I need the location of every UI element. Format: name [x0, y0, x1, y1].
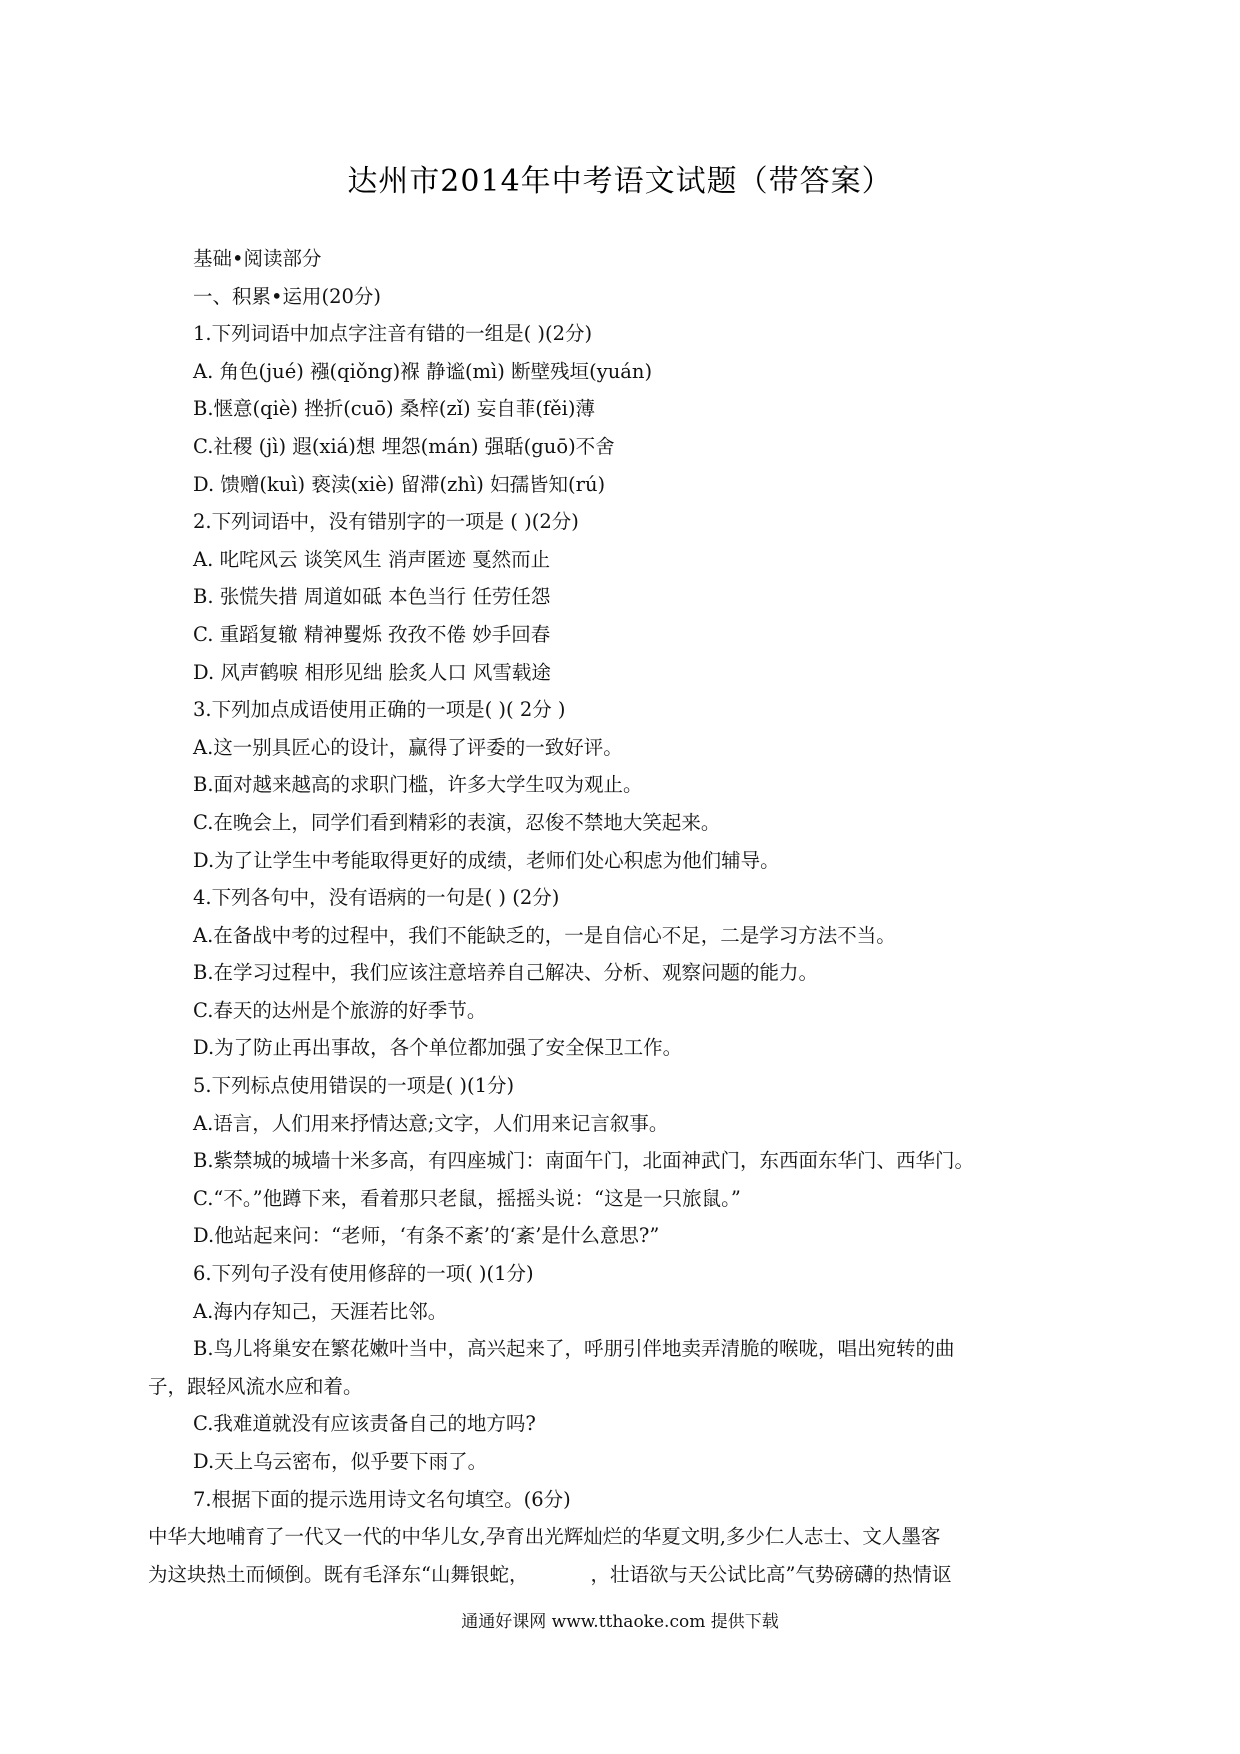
question-5: 5.下列标点使用错误的一项是( )(1分) [193, 1074, 515, 1098]
question-2-option-b: B. 张慌失措 周道如砥 本色当行 任劳任怨 [193, 585, 551, 609]
page-title: 达州市2014年中考语文试题（带答案） [347, 164, 893, 199]
question-3-option-c: C.在晚会上，同学们看到精彩的表演，忍俊不禁地大笑起来。 [193, 810, 721, 834]
question-1-option-c: C.社稷 (jì) 遐(xiá)想 埋怨(mán) 强聒(guō)不舍 [193, 434, 615, 458]
section-heading: 基础•阅读部分 [193, 247, 322, 270]
question-4-option-b: B.在学习过程中，我们应该注意培养自己解决、分析、观察问题的能力。 [193, 961, 819, 985]
document-body [148, 240, 1068, 1593]
question-1-option-b: B.惬意(qiè) 挫折(cuō) 桑梓(zǐ) 妄自菲(fěi)薄 [193, 397, 595, 421]
question-4-option-d: D.为了防止再出事故，各个单位都加强了安全保卫工作。 [193, 1036, 683, 1060]
question-1: 1.下列词语中加点字注音有错的一组是( )(2分) [193, 322, 593, 346]
question-2: 2.下列词语中，没有错别字的一项是 ( )(2分) [193, 510, 579, 534]
question-5-option-b: B.紫禁城的城墙十米多高，有四座城门：南面午门，北面神武门，东西面东华门、西华门。 [193, 1149, 975, 1173]
question-3-option-a: A.这一别具匠心的设计，赢得了评委的一致好评。 [193, 735, 623, 759]
question-7-passage-line-2: 为这块热土而倾倒。既有毛泽东“山舞银蛇， ，壮语欲与天公试比高”气势磅礴的热情讴 [148, 1562, 952, 1586]
question-5-option-c: C.“不。”他蹲下来，看着那只老鼠，摇摇头说：“这是一只旅鼠。” [193, 1186, 741, 1210]
question-7: 7.根据下面的提示选用诗文名句填空。(6分) [193, 1487, 571, 1511]
question-6-option-b: B.鸟儿将巢安在繁花嫩叶当中，高兴起来了，呼朋引伴地卖弄清脆的喉咙，唱出宛转的曲 [193, 1337, 955, 1361]
question-2-option-c: C. 重蹈复辙 精神矍烁 孜孜不倦 妙手回春 [193, 622, 551, 646]
question-6-option-d: D.天上乌云密布，似乎要下雨了。 [193, 1450, 488, 1473]
question-5-option-d: D.他站起来问：“老师，‘有条不紊’的‘紊’是什么意思?” [193, 1224, 660, 1248]
question-4-option-c: C.春天的达州是个旅游的好季节。 [193, 998, 487, 1022]
question-6-option-c: C.我难道就没有应该责备自己的地方吗? [193, 1412, 536, 1436]
question-1-option-d: D. 馈赠(kuì) 亵渎(xiè) 留滞(zhì) 妇孺皆知(rú) [193, 472, 606, 496]
question-1-option-a: A. 角色(jué) 襁(qiǒng)褓 静谧(mì) 断壁残垣(yuán) [193, 359, 653, 383]
question-6-option-b-continued: 子，跟轻风流水应和着。 [148, 1374, 363, 1398]
question-5-option-a: A.语言，人们用来抒情达意;文字，人们用来记言叙事。 [193, 1111, 669, 1135]
question-3-option-d: D.为了让学生中考能取得更好的成绩，老师们处心积虑为他们辅导。 [193, 848, 780, 872]
question-4-option-a: A.在备战中考的过程中，我们不能缺乏的，一是自信心不足，二是学习方法不当。 [193, 923, 896, 947]
question-3: 3.下列加点成语使用正确的一项是( )( 2分 ) [193, 698, 566, 722]
question-3-option-b: B.面对越来越高的求职门槛，许多大学生叹为观止。 [193, 773, 643, 797]
question-7-passage-line-1: 中华大地哺育了一代又一代的中华儿女,孕育出光辉灿烂的华夏文明,多少仁人志士、文人墨客 [148, 1525, 941, 1549]
question-2-option-a: A. 叱咤风云 谈笑风生 消声匿迹 戛然而止 [193, 547, 551, 571]
question-6: 6.下列句子没有使用修辞的一项( )(1分) [193, 1262, 534, 1286]
question-2-option-d: D. 风声鹤唳 相形见绌 脍炙人口 风雪载途 [193, 660, 551, 684]
part-heading: 一、积累•运用(20分) [193, 284, 382, 308]
question-4: 4.下列各句中，没有语病的一句是( ) (2分) [193, 886, 560, 910]
question-6-option-a: A.海内存知己，天涯若比邻。 [193, 1299, 448, 1323]
page-footer: 通通好课网 www.tthaoke.com 提供下载 [461, 1612, 779, 1632]
